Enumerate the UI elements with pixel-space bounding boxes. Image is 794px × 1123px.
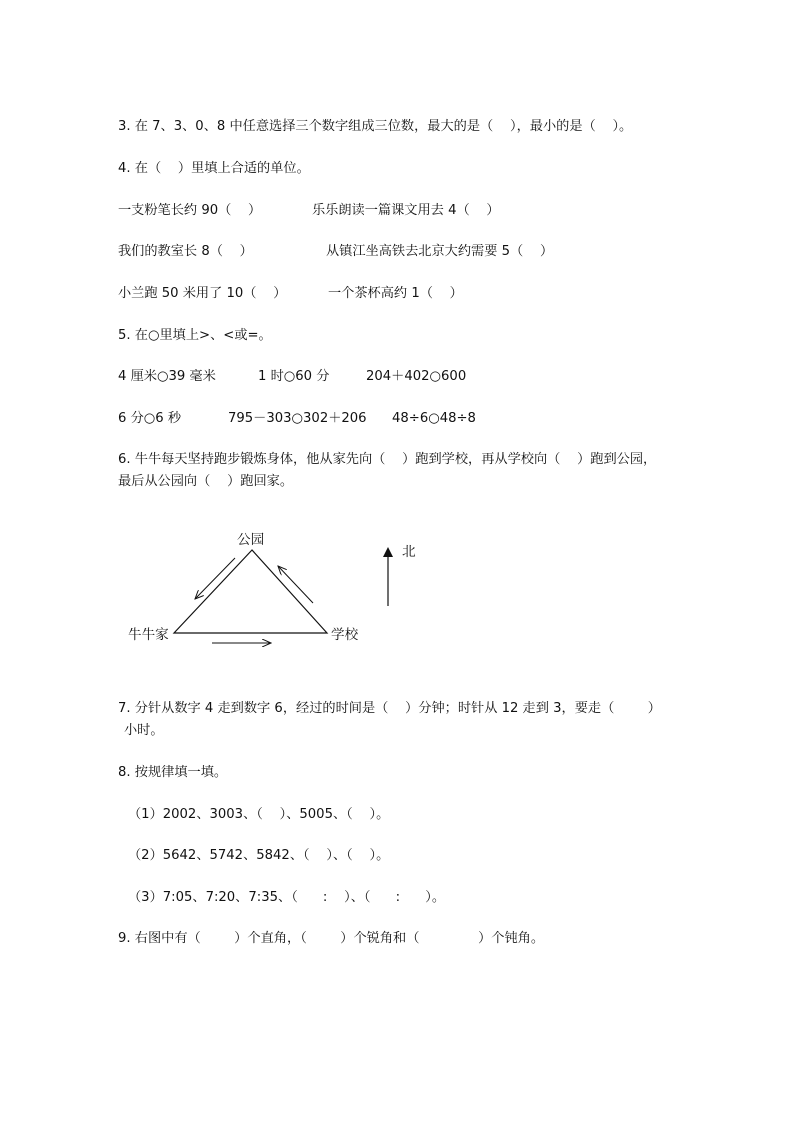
question-4-row3-right: 一个茶杯高约 1（ ）	[328, 286, 463, 301]
question-4-row3-left: 小兰跑 50 米用了 10（ ）	[118, 286, 287, 301]
question-9: 9. 右图中有（ ）个直角，（ ）个锐角和（ ）个钝角。	[118, 931, 545, 946]
question-4-row1-left: 一支粉笔长约 90（ ）	[118, 203, 262, 218]
question-5-row1-item1: 4 厘米○39 毫米	[118, 369, 216, 384]
home-label: 牛牛家	[128, 627, 169, 643]
question-4-row1-right: 乐乐朗读一篇课文用去 4（ ）	[312, 203, 500, 218]
question-5-row1-item2: 1 时○60 分	[258, 369, 330, 384]
question-8-item3: （3）7:05、7:20、7:35、（ : ）、（ : ）。	[128, 890, 446, 905]
question-6-line1: 6. 牛牛每天坚持跑步锻炼身体，他从家先向（ ）跑到学校，再从学校向（ ）跑到公园，	[118, 452, 657, 467]
question-5-row2-item3: 48÷6○48÷8	[392, 411, 476, 426]
arrow-school-to-park	[278, 566, 313, 603]
question-8-heading: 8. 按规律填一填。	[118, 765, 228, 780]
question-4-row2-right: 从镇江坐高铁去北京大约需要 5（ ）	[326, 244, 554, 259]
question-7-line2: 小时。	[124, 723, 164, 738]
question-4-heading: 4. 在（ ）里填上合适的单位。	[118, 161, 310, 176]
route-triangle	[174, 550, 327, 633]
question-8-item2: （2）5642、5742、5842、（ ）、（ ）。	[128, 848, 390, 863]
question-4-row2-left: 我们的教室长 8（ ）	[118, 244, 253, 259]
question-5-heading: 5. 在○里填上>、<或=。	[118, 328, 272, 343]
question-5-row2-item2: 795－303○302＋206	[228, 411, 367, 426]
school-label: 学校	[331, 627, 359, 643]
park-label: 公园	[237, 532, 265, 548]
question-5-row2-item1: 6 分○6 秒	[118, 411, 182, 426]
question-6-line2: 最后从公园向（ ）跑回家。	[118, 474, 294, 489]
question-5-row1-item3: 204＋402○600	[366, 369, 467, 384]
question-8-item1: （1）2002、3003、（ ）、5005、（ ）。	[128, 807, 390, 822]
question-3: 3. 在 7、3、0、8 中任意选择三个数字组成三位数，最大的是（ ），最小的是（ ）。	[118, 119, 633, 134]
arrow-park-to-home	[195, 558, 235, 599]
north-label: 北	[402, 544, 416, 560]
question-7-line1: 7. 分针从数字 4 走到数字 6，经过的时间是（ ）分钟；时针从 12 走到 3，要走（ ）	[118, 701, 661, 716]
